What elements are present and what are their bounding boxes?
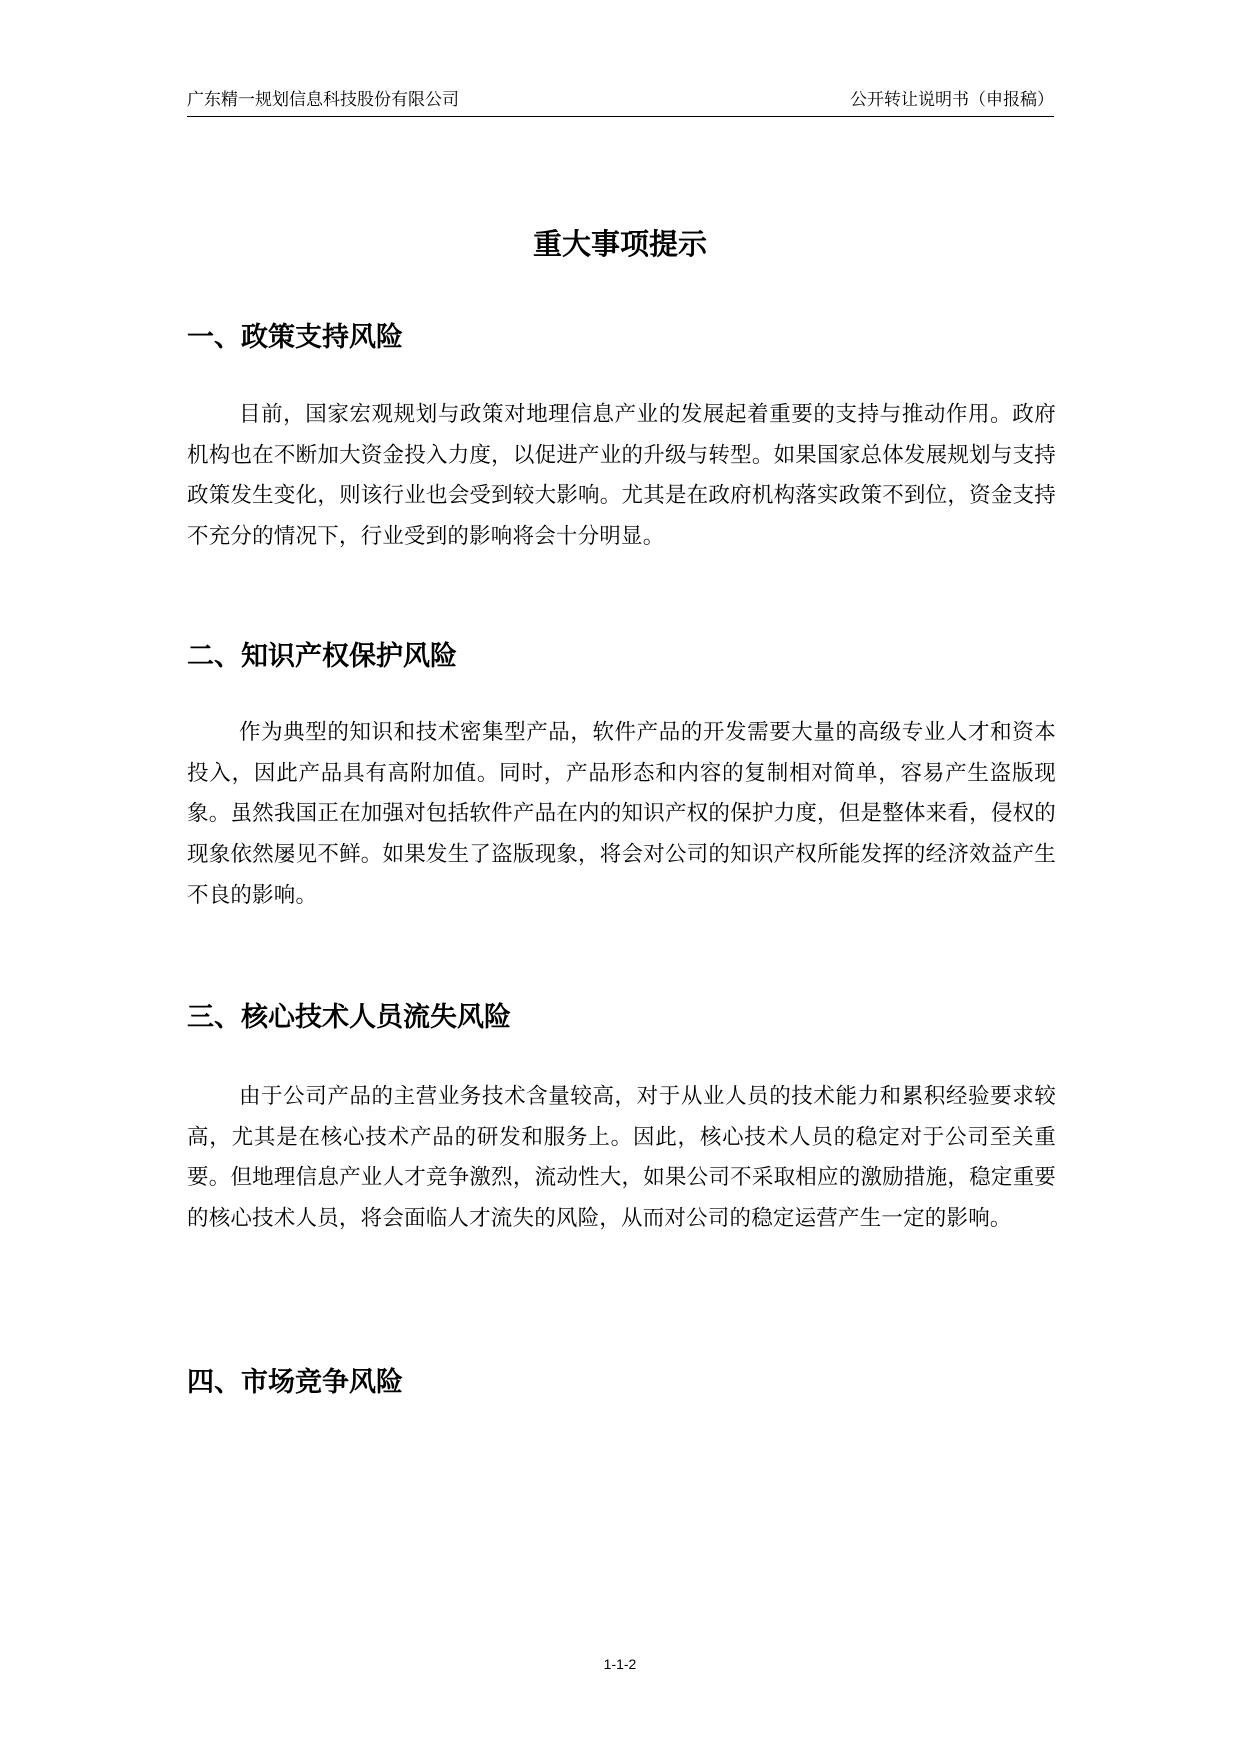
section-body-ip-risk: 作为典型的知识和技术密集型产品，软件产品的开发需要大量的高级专业人才和资本投入，因此产品具有高附加值。同时，产品形态和内容的复制相对简单，容易产生盗版现象。虽然我国正在加强对包括软件产品在内的知识产权的保护力度，但是整体来看，侵权的现象依然屡见不鲜。如果发生了盗版现象，将会对公司的知识产权所能发挥的经济效益产生不良的影响。: [187, 720, 1056, 908]
section-body-talent-risk: 由于公司产品的主营业务技术含量较高，对于从业人员的技术能力和累积经验要求较高，尤其是在核心技术产品的研发和服务上。因此，核心技术人员的稳定对于公司至关重要。但地理信息产业人才竞争激烈，流动性大，如果公司不采取相应的激励措施，稳定重要的核心技术人员，将会面临人才流失的风险，从而对公司的稳定运营产生一定的影响。: [187, 1084, 1056, 1232]
section-heading-ip-risk: 二、知识产权保护风险: [187, 641, 457, 672]
header-document-type: 公开转让说明书（申报稿）: [850, 90, 1054, 110]
page-header: [187, 86, 1054, 117]
header-company-name: 广东精一规划信息科技股份有限公司: [187, 90, 459, 110]
section-heading-policy-risk: 一、政策支持风险: [187, 322, 403, 353]
section-body-policy-risk: 目前，国家宏观规划与政策对地理信息产业的发展起着重要的支持与推动作用。政府机构也在不断加大资金投入力度，以促进产业的升级与转型。如果国家总体发展规划与支持政策发生变化，则该行业也会受到较大影响。尤其是在政府机构落实政策不到位，资金支持不充分的情况下，行业受到的影响将会十分明显。: [187, 402, 1056, 550]
section-heading-market-risk: 四、市场竞争风险: [187, 1367, 403, 1398]
document-title: 重大事项提示: [532, 227, 707, 261]
page-number: 1-1-2: [603, 1656, 637, 1672]
section-heading-talent-risk: 三、核心技术人员流失风险: [187, 1002, 511, 1033]
